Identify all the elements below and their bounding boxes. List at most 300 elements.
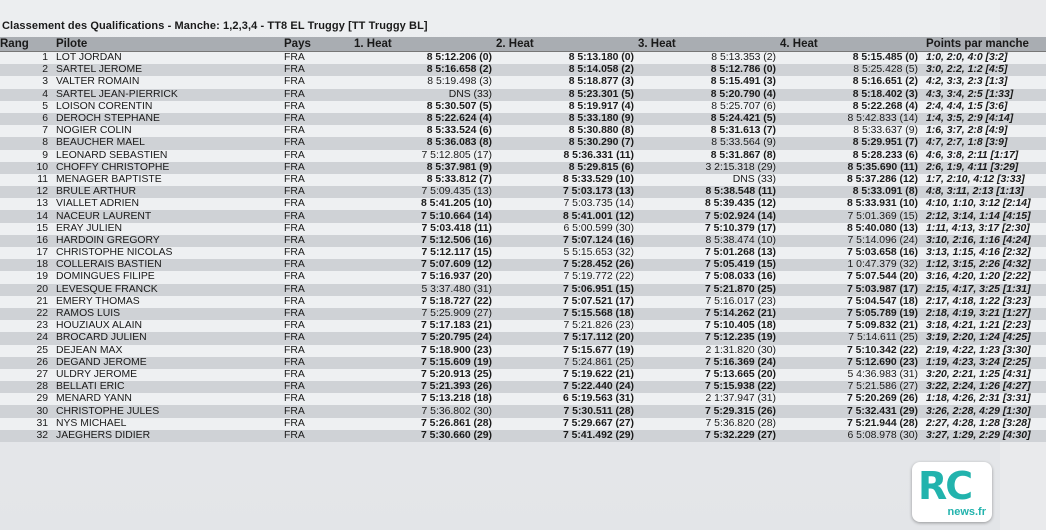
cell-heat4: 7 5:12.690 (23) [780, 357, 922, 369]
cell-heat4: 7 5:04.547 (18) [780, 296, 922, 308]
col-heat1: 1. Heat [354, 37, 496, 52]
cell-heat2: 7 5:30.511 (28) [496, 405, 638, 417]
cell-heat2: 7 5:17.112 (20) [496, 332, 638, 344]
cell-rang: 23 [0, 320, 52, 332]
header-row [0, 37, 1046, 52]
cell-heat4: 8 5:33.637 (9) [780, 125, 922, 137]
cell-pilote: BRULE ARTHUR [52, 186, 278, 198]
cell-heat1: 8 5:22.624 (4) [354, 113, 496, 125]
table-row [0, 332, 1046, 344]
cell-heat2: 7 5:19.772 (22) [496, 271, 638, 283]
cell-heat4: 8 5:33.931 (10) [780, 198, 922, 210]
table-row [0, 430, 1046, 442]
cell-rang: 1 [0, 52, 52, 65]
cell-rang: 27 [0, 369, 52, 381]
cell-rang: 22 [0, 308, 52, 320]
cell-heat3: 8 5:33.564 (9) [638, 137, 780, 149]
cell-rang: 12 [0, 186, 52, 198]
cell-pays: FRA [278, 64, 354, 76]
cell-rang: 18 [0, 259, 52, 271]
col-points: Points par manche [922, 37, 1046, 52]
cell-points: 4:6, 3:8, 2:11 [1:17] [922, 150, 1046, 162]
cell-points: 4:10, 1:10, 3:12 [2:14] [922, 198, 1046, 210]
cell-heat2: 7 5:15.568 (18) [496, 308, 638, 320]
cell-pays: FRA [278, 198, 354, 210]
table-row [0, 52, 1046, 65]
cell-pays: FRA [278, 101, 354, 113]
cell-heat1: DNS (33) [354, 89, 496, 101]
cell-pays: FRA [278, 369, 354, 381]
table-row [0, 89, 1046, 101]
cell-pilote: BEAUCHER MAEL [52, 137, 278, 149]
cell-points: 1:7, 2:10, 4:12 [3:33] [922, 174, 1046, 186]
cell-heat2: 8 5:19.917 (4) [496, 101, 638, 113]
cell-heat1: 7 5:17.183 (21) [354, 320, 496, 332]
logo-sub: news.fr [947, 506, 986, 518]
cell-heat4: 8 5:29.951 (7) [780, 137, 922, 149]
cell-rang: 28 [0, 381, 52, 393]
cell-pays: FRA [278, 271, 354, 283]
cell-points: 2:12, 3:14, 1:14 [4:15] [922, 210, 1046, 222]
cell-heat2: 7 5:15.677 (19) [496, 345, 638, 357]
cell-heat2: 8 5:13.180 (0) [496, 52, 638, 65]
cell-pilote: JAEGHERS DIDIER [52, 430, 278, 442]
cell-heat2: 8 5:33.529 (10) [496, 174, 638, 186]
cell-heat2: 7 5:24.861 (25) [496, 357, 638, 369]
cell-points: 1:19, 4:23, 3:24 [2:25] [922, 357, 1046, 369]
col-pilote: Pilote [52, 37, 278, 52]
cell-heat1: 7 5:20.795 (24) [354, 332, 496, 344]
cell-heat4: 8 5:25.428 (5) [780, 64, 922, 76]
cell-points: 4:2, 3:3, 2:3 [1:3] [922, 76, 1046, 88]
cell-pilote: VALTER ROMAIN [52, 76, 278, 88]
cell-pilote: DEROCH STEPHANE [52, 113, 278, 125]
cell-heat1: 8 5:33.812 (7) [354, 174, 496, 186]
cell-heat1: 5 3:37.480 (31) [354, 284, 496, 296]
cell-points: 2:18, 4:19, 3:21 [1:27] [922, 308, 1046, 320]
cell-heat3: 8 5:12.786 (0) [638, 64, 780, 76]
cell-heat2: 7 5:22.440 (24) [496, 381, 638, 393]
cell-heat3: 7 5:15.938 (22) [638, 381, 780, 393]
cell-heat4: 7 5:03.987 (17) [780, 284, 922, 296]
cell-heat2: 7 5:07.124 (16) [496, 235, 638, 247]
cell-pays: FRA [278, 405, 354, 417]
cell-heat3: 7 5:16.369 (24) [638, 357, 780, 369]
cell-heat4: 7 5:21.586 (27) [780, 381, 922, 393]
col-pays: Pays [278, 37, 354, 52]
cell-pilote: BROCARD JULIEN [52, 332, 278, 344]
cell-points: 1:0, 2:0, 4:0 [3:2] [922, 52, 1046, 65]
cell-heat3: 7 5:10.379 (17) [638, 223, 780, 235]
cell-points: 2:4, 4:4, 1:5 [3:6] [922, 101, 1046, 113]
cell-points: 2:19, 4:22, 1:23 [3:30] [922, 345, 1046, 357]
cell-heat3: 7 5:36.820 (28) [638, 418, 780, 430]
cell-heat1: 7 5:07.609 (12) [354, 259, 496, 271]
cell-pilote: EMERY THOMAS [52, 296, 278, 308]
cell-rang: 13 [0, 198, 52, 210]
cell-heat1: 8 5:36.083 (8) [354, 137, 496, 149]
cell-heat1: 7 5:12.506 (16) [354, 235, 496, 247]
cell-heat4: 8 5:42.833 (14) [780, 113, 922, 125]
table-row [0, 125, 1046, 137]
cell-pays: FRA [278, 76, 354, 88]
table-row [0, 174, 1046, 186]
cell-pays: FRA [278, 235, 354, 247]
table-row [0, 162, 1046, 174]
cell-heat3: 7 5:10.405 (18) [638, 320, 780, 332]
logo-mark: RC [918, 464, 972, 508]
cell-heat1: 7 5:36.802 (30) [354, 405, 496, 417]
cell-pilote: NOGIER COLIN [52, 125, 278, 137]
cell-heat3: 7 5:14.262 (21) [638, 308, 780, 320]
cell-pays: FRA [278, 186, 354, 198]
cell-heat3: DNS (33) [638, 174, 780, 186]
cell-heat4: 8 5:22.268 (4) [780, 101, 922, 113]
cell-pays: FRA [278, 296, 354, 308]
cell-rang: 16 [0, 235, 52, 247]
cell-pilote: ULDRY JEROME [52, 369, 278, 381]
col-heat3: 3. Heat [638, 37, 780, 52]
cell-pilote: MENAGER BAPTISTE [52, 174, 278, 186]
cell-points: 3:22, 2:24, 1:26 [4:27] [922, 381, 1046, 393]
cell-rang: 8 [0, 137, 52, 149]
cell-pilote: HOUZIAUX ALAIN [52, 320, 278, 332]
table-row [0, 296, 1046, 308]
results-body [0, 52, 1046, 443]
cell-pilote: SARTEL JEAN-PIERRICK [52, 89, 278, 101]
table-row [0, 284, 1046, 296]
cell-heat4: 7 5:07.544 (20) [780, 271, 922, 283]
cell-pays: FRA [278, 247, 354, 259]
table-row [0, 113, 1046, 125]
cell-heat1: 7 5:09.435 (13) [354, 186, 496, 198]
cell-rang: 15 [0, 223, 52, 235]
cell-heat4: 8 5:35.690 (11) [780, 162, 922, 174]
cell-rang: 21 [0, 296, 52, 308]
cell-pilote: LEVESQUE FRANCK [52, 284, 278, 296]
cell-points: 1:6, 3:7, 2:8 [4:9] [922, 125, 1046, 137]
cell-points: 3:16, 4:20, 1:20 [2:22] [922, 271, 1046, 283]
cell-heat4: 8 5:16.651 (2) [780, 76, 922, 88]
cell-points: 1:18, 4:26, 2:31 [3:31] [922, 393, 1046, 405]
cell-pilote: CHRISTOPHE NICOLAS [52, 247, 278, 259]
cell-pays: FRA [278, 284, 354, 296]
rcnews-logo [912, 462, 992, 522]
cell-heat1: 7 5:10.664 (14) [354, 210, 496, 222]
col-heat2: 2. Heat [496, 37, 638, 52]
cell-heat3: 7 5:08.033 (16) [638, 271, 780, 283]
cell-heat3: 8 5:31.867 (8) [638, 150, 780, 162]
cell-heat1: 8 5:33.524 (6) [354, 125, 496, 137]
cell-pays: FRA [278, 52, 354, 65]
cell-rang: 11 [0, 174, 52, 186]
cell-rang: 14 [0, 210, 52, 222]
table-row [0, 357, 1046, 369]
cell-heat2: 8 5:29.815 (6) [496, 162, 638, 174]
cell-rang: 5 [0, 101, 52, 113]
cell-pilote: DOMINGUES FILIPE [52, 271, 278, 283]
cell-pilote: CHOFFY CHRISTOPHE [52, 162, 278, 174]
table-row [0, 150, 1046, 162]
cell-heat3: 7 5:13.665 (20) [638, 369, 780, 381]
cell-rang: 9 [0, 150, 52, 162]
cell-heat1: 7 5:12.805 (17) [354, 150, 496, 162]
cell-pays: FRA [278, 125, 354, 137]
cell-rang: 32 [0, 430, 52, 442]
cell-pays: FRA [278, 345, 354, 357]
cell-pays: FRA [278, 162, 354, 174]
cell-heat3: 8 5:38.548 (11) [638, 186, 780, 198]
cell-heat4: 1 0:47.379 (32) [780, 259, 922, 271]
col-rang: Rang [0, 37, 52, 52]
cell-heat2: 8 5:41.001 (12) [496, 210, 638, 222]
cell-points: 4:8, 3:11, 2:13 [1:13] [922, 186, 1046, 198]
cell-heat2: 5 5:15.653 (32) [496, 247, 638, 259]
cell-heat4: 8 5:40.080 (13) [780, 223, 922, 235]
cell-heat1: 8 5:37.981 (9) [354, 162, 496, 174]
cell-pilote: HARDOIN GREGORY [52, 235, 278, 247]
cell-heat4: 7 5:20.269 (26) [780, 393, 922, 405]
table-row [0, 247, 1046, 259]
cell-pays: FRA [278, 150, 354, 162]
cell-heat2: 6 5:19.563 (31) [496, 393, 638, 405]
cell-heat4: 6 5:08.978 (30) [780, 430, 922, 442]
table-row [0, 235, 1046, 247]
cell-heat2: 7 5:03.735 (14) [496, 198, 638, 210]
cell-pays: FRA [278, 308, 354, 320]
cell-heat1: 7 5:16.937 (20) [354, 271, 496, 283]
cell-rang: 26 [0, 357, 52, 369]
cell-pays: FRA [278, 418, 354, 430]
cell-pilote: CHRISTOPHE JULES [52, 405, 278, 417]
cell-heat1: 7 5:25.909 (27) [354, 308, 496, 320]
table-row [0, 101, 1046, 113]
cell-pilote: NYS MICHAEL [52, 418, 278, 430]
cell-pays: FRA [278, 332, 354, 344]
table-row [0, 320, 1046, 332]
cell-pays: FRA [278, 137, 354, 149]
cell-heat3: 7 5:12.235 (19) [638, 332, 780, 344]
cell-pilote: LOT JORDAN [52, 52, 278, 65]
cell-heat3: 7 5:05.419 (15) [638, 259, 780, 271]
table-row [0, 223, 1046, 235]
cell-pays: FRA [278, 113, 354, 125]
cell-heat1: 7 5:26.861 (28) [354, 418, 496, 430]
cell-heat2: 7 5:29.667 (27) [496, 418, 638, 430]
table-row [0, 186, 1046, 198]
table-row [0, 76, 1046, 88]
cell-heat1: 7 5:03.418 (11) [354, 223, 496, 235]
cell-pays: FRA [278, 381, 354, 393]
cell-heat3: 8 5:38.474 (10) [638, 235, 780, 247]
cell-points: 4:3, 3:4, 2:5 [1:33] [922, 89, 1046, 101]
cell-heat1: 7 5:18.727 (22) [354, 296, 496, 308]
table-row [0, 137, 1046, 149]
cell-heat2: 7 5:41.492 (29) [496, 430, 638, 442]
cell-heat4: 7 5:03.658 (16) [780, 247, 922, 259]
cell-rang: 30 [0, 405, 52, 417]
cell-pilote: DEGAND JEROME [52, 357, 278, 369]
cell-rang: 3 [0, 76, 52, 88]
cell-rang: 29 [0, 393, 52, 405]
cell-rang: 4 [0, 89, 52, 101]
cell-heat4: 7 5:01.369 (15) [780, 210, 922, 222]
cell-points: 2:27, 4:28, 1:28 [3:28] [922, 418, 1046, 430]
cell-rang: 20 [0, 284, 52, 296]
table-row [0, 198, 1046, 210]
cell-rang: 6 [0, 113, 52, 125]
cell-heat3: 8 5:25.707 (6) [638, 101, 780, 113]
cell-heat2: 7 5:07.521 (17) [496, 296, 638, 308]
col-heat4: 4. Heat [780, 37, 922, 52]
cell-heat3: 8 5:31.613 (7) [638, 125, 780, 137]
cell-points: 3:13, 1:15, 4:16 [2:32] [922, 247, 1046, 259]
cell-heat3: 2 1:37.947 (31) [638, 393, 780, 405]
cell-heat1: 8 5:41.205 (10) [354, 198, 496, 210]
cell-heat4: 7 5:21.944 (28) [780, 418, 922, 430]
cell-pilote: COLLERAIS BASTIEN [52, 259, 278, 271]
cell-points: 1:12, 3:15, 2:26 [4:32] [922, 259, 1046, 271]
cell-heat1: 7 5:12.117 (15) [354, 247, 496, 259]
cell-heat4: 8 5:15.485 (0) [780, 52, 922, 65]
cell-pilote: LOISON CORENTIN [52, 101, 278, 113]
table-row [0, 210, 1046, 222]
cell-heat2: 6 5:00.599 (30) [496, 223, 638, 235]
cell-pilote: SARTEL JEROME [52, 64, 278, 76]
cell-heat3: 8 5:39.435 (12) [638, 198, 780, 210]
cell-heat2: 7 5:28.452 (26) [496, 259, 638, 271]
cell-pays: FRA [278, 259, 354, 271]
cell-heat4: 5 4:36.983 (31) [780, 369, 922, 381]
cell-heat3: 7 5:01.268 (13) [638, 247, 780, 259]
cell-heat3: 7 5:02.924 (14) [638, 210, 780, 222]
cell-heat4: 7 5:32.431 (29) [780, 405, 922, 417]
cell-pilote: BELLATI ERIC [52, 381, 278, 393]
page-title: Classement des Qualifications - Manche: 1,2,3,4 - TT8 EL Truggy [TT Truggy BL] [2, 20, 428, 32]
cell-pays: FRA [278, 210, 354, 222]
cell-points: 3:19, 2:20, 1:24 [4:25] [922, 332, 1046, 344]
cell-heat3: 7 5:16.017 (23) [638, 296, 780, 308]
cell-heat3: 7 5:29.315 (26) [638, 405, 780, 417]
cell-rang: 2 [0, 64, 52, 76]
cell-points: 3:20, 2:21, 1:25 [4:31] [922, 369, 1046, 381]
cell-pays: FRA [278, 357, 354, 369]
cell-pays: FRA [278, 89, 354, 101]
cell-pays: FRA [278, 223, 354, 235]
cell-heat2: 7 5:03.173 (13) [496, 186, 638, 198]
cell-heat3: 8 5:20.790 (4) [638, 89, 780, 101]
cell-heat3: 2 1:31.820 (30) [638, 345, 780, 357]
cell-points: 3:18, 4:21, 1:21 [2:23] [922, 320, 1046, 332]
cell-points: 3:10, 2:16, 1:16 [4:24] [922, 235, 1046, 247]
cell-heat1: 7 5:20.913 (25) [354, 369, 496, 381]
cell-points: 2:17, 4:18, 1:22 [3:23] [922, 296, 1046, 308]
cell-pilote: MENARD YANN [52, 393, 278, 405]
cell-heat3: 8 5:24.421 (5) [638, 113, 780, 125]
table-row [0, 418, 1046, 430]
cell-heat2: 8 5:36.331 (11) [496, 150, 638, 162]
table-row [0, 271, 1046, 283]
cell-pays: FRA [278, 320, 354, 332]
cell-rang: 17 [0, 247, 52, 259]
cell-rang: 24 [0, 332, 52, 344]
cell-heat1: 7 5:15.609 (19) [354, 357, 496, 369]
cell-heat4: 7 5:14.096 (24) [780, 235, 922, 247]
results-table [0, 37, 1046, 442]
table-row [0, 393, 1046, 405]
cell-points: 2:15, 4:17, 3:25 [1:31] [922, 284, 1046, 296]
cell-heat3: 8 5:13.353 (2) [638, 52, 780, 65]
table-row [0, 405, 1046, 417]
cell-heat1: 7 5:18.900 (23) [354, 345, 496, 357]
cell-heat1: 7 5:13.218 (18) [354, 393, 496, 405]
cell-points: 3:27, 1:29, 2:29 [4:30] [922, 430, 1046, 442]
table-row [0, 369, 1046, 381]
cell-heat4: 8 5:18.402 (3) [780, 89, 922, 101]
cell-points: 3:26, 2:28, 4:29 [1:30] [922, 405, 1046, 417]
cell-heat2: 8 5:23.301 (5) [496, 89, 638, 101]
cell-points: 1:4, 3:5, 2:9 [4:14] [922, 113, 1046, 125]
cell-heat2: 7 5:06.951 (15) [496, 284, 638, 296]
cell-heat3: 3 2:15.318 (29) [638, 162, 780, 174]
cell-heat2: 8 5:30.290 (7) [496, 137, 638, 149]
cell-heat2: 8 5:18.877 (3) [496, 76, 638, 88]
cell-points: 4:7, 2:7, 1:8 [3:9] [922, 137, 1046, 149]
cell-rang: 19 [0, 271, 52, 283]
cell-heat2: 8 5:33.180 (9) [496, 113, 638, 125]
cell-pilote: VIALLET ADRIEN [52, 198, 278, 210]
cell-heat1: 8 5:19.498 (3) [354, 76, 496, 88]
cell-heat2: 7 5:19.622 (21) [496, 369, 638, 381]
table-row [0, 381, 1046, 393]
cell-heat2: 7 5:21.826 (23) [496, 320, 638, 332]
cell-heat4: 7 5:14.611 (25) [780, 332, 922, 344]
cell-rang: 31 [0, 418, 52, 430]
cell-heat4: 7 5:10.342 (22) [780, 345, 922, 357]
cell-points: 2:6, 1:9, 4:11 [3:29] [922, 162, 1046, 174]
cell-heat3: 8 5:15.491 (3) [638, 76, 780, 88]
cell-heat1: 7 5:21.393 (26) [354, 381, 496, 393]
cell-pays: FRA [278, 393, 354, 405]
cell-heat3: 7 5:21.870 (25) [638, 284, 780, 296]
cell-rang: 10 [0, 162, 52, 174]
cell-rang: 25 [0, 345, 52, 357]
cell-heat2: 8 5:30.880 (8) [496, 125, 638, 137]
cell-pilote: NACEUR LAURENT [52, 210, 278, 222]
cell-pays: FRA [278, 430, 354, 442]
cell-pilote: RAMOS LUIS [52, 308, 278, 320]
cell-pays: FRA [278, 174, 354, 186]
cell-points: 1:11, 4:13, 3:17 [2:30] [922, 223, 1046, 235]
cell-points: 3:0, 2:2, 1:2 [4:5] [922, 64, 1046, 76]
cell-pilote: DEJEAN MAX [52, 345, 278, 357]
cell-heat1: 7 5:30.660 (29) [354, 430, 496, 442]
cell-heat1: 8 5:16.658 (2) [354, 64, 496, 76]
cell-heat2: 8 5:14.058 (2) [496, 64, 638, 76]
cell-heat4: 7 5:05.789 (19) [780, 308, 922, 320]
table-row [0, 345, 1046, 357]
cell-heat4: 8 5:37.286 (12) [780, 174, 922, 186]
cell-heat4: 7 5:09.832 (21) [780, 320, 922, 332]
cell-heat4: 8 5:28.233 (6) [780, 150, 922, 162]
cell-rang: 7 [0, 125, 52, 137]
cell-pilote: LEONARD SEBASTIEN [52, 150, 278, 162]
table-row [0, 259, 1046, 271]
cell-heat1: 8 5:30.507 (5) [354, 101, 496, 113]
cell-heat4: 8 5:33.091 (8) [780, 186, 922, 198]
cell-heat1: 8 5:12.206 (0) [354, 52, 496, 65]
table-row [0, 308, 1046, 320]
